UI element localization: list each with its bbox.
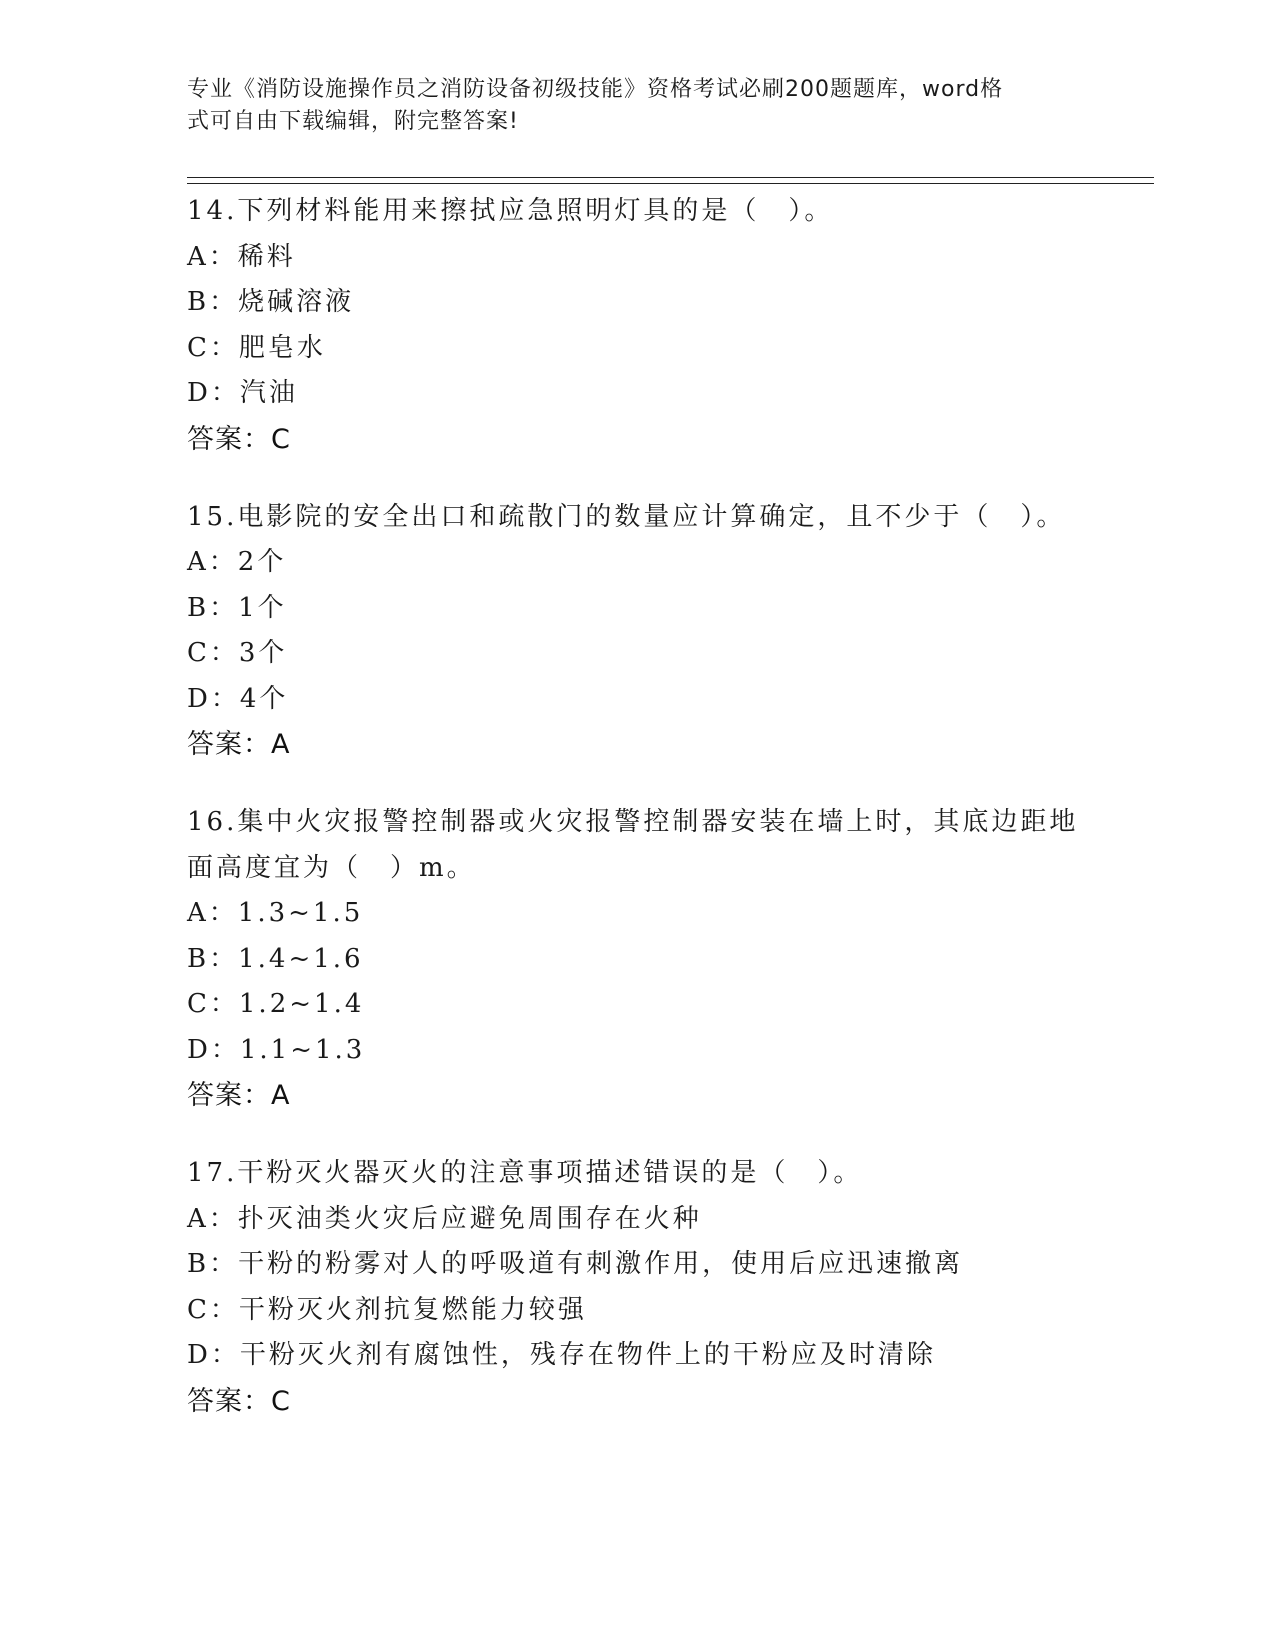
answer: 答案：C bbox=[187, 423, 291, 455]
question-list bbox=[187, 189, 1147, 1457]
question-17 bbox=[187, 1151, 1147, 1425]
question-16 bbox=[187, 800, 1147, 1119]
option-a: A：扑灭油类火灾后应避免周围存在火种 bbox=[187, 1203, 702, 1234]
option-b: B：烧碱溶液 bbox=[187, 287, 355, 317]
stem-line: 14.下列材料能用来擦拭应急照明灯具的是（ ）。 bbox=[187, 196, 834, 226]
option-c: C：干粉灭火剂抗复燃能力较强 bbox=[187, 1294, 587, 1325]
option-c: C：肥皂水 bbox=[187, 332, 326, 363]
option-b: B：干粉的粉雾对人的呼吸道有刺激作用，使用后应迅速撤离 bbox=[187, 1249, 964, 1279]
option-a: A：稀料 bbox=[187, 241, 296, 272]
question-stem bbox=[187, 1151, 1147, 1197]
question-stem bbox=[187, 189, 1147, 235]
option-a: A：2个 bbox=[187, 547, 287, 577]
option-b: B：1.4~1.6 bbox=[187, 943, 364, 974]
question-15 bbox=[187, 495, 1147, 769]
option-d: D：干粉灭火剂有腐蚀性，残存在物件上的干粉应及时清除 bbox=[187, 1340, 936, 1370]
option-c: C：1.2~1.4 bbox=[187, 989, 365, 1019]
stem-line: 面高度宜为（ ）m。 bbox=[187, 852, 476, 883]
option-d: D：1.1~1.3 bbox=[187, 1034, 366, 1065]
option-d: D：汽油 bbox=[187, 378, 298, 408]
option-b: B：1个 bbox=[187, 592, 287, 623]
option-d: D：4个 bbox=[187, 683, 289, 714]
header-divider-bottom bbox=[187, 183, 1154, 184]
option-a: A：1.3~1.5 bbox=[187, 898, 364, 928]
header-line-2: 式可自由下载编辑，附完整答案! bbox=[187, 109, 519, 134]
stem-line: 15.电影院的安全出口和疏散门的数量应计算确定，且不少于（ ）。 bbox=[187, 501, 1066, 532]
stem-line: 17.干粉灭火器灭火的注意事项描述错误的是（ ）。 bbox=[187, 1158, 863, 1188]
answer: 答案：A bbox=[187, 1080, 291, 1111]
option-c: C：3个 bbox=[187, 638, 288, 668]
answer: 答案：A bbox=[187, 729, 291, 760]
question-stem bbox=[187, 495, 1147, 541]
question-14 bbox=[187, 189, 1147, 463]
header-divider-top bbox=[187, 177, 1154, 178]
question-stem bbox=[187, 800, 1147, 891]
document-header bbox=[187, 74, 1067, 138]
stem-line: 16.集中火灾报警控制器或火灾报警控制器安装在墙上时，其底边距地 bbox=[187, 807, 1079, 837]
answer: 答案：C bbox=[187, 1385, 291, 1417]
header-line-1: 专业《消防设施操作员之消防设备初级技能》资格考试必刷200题题库，word格 bbox=[187, 77, 1004, 102]
